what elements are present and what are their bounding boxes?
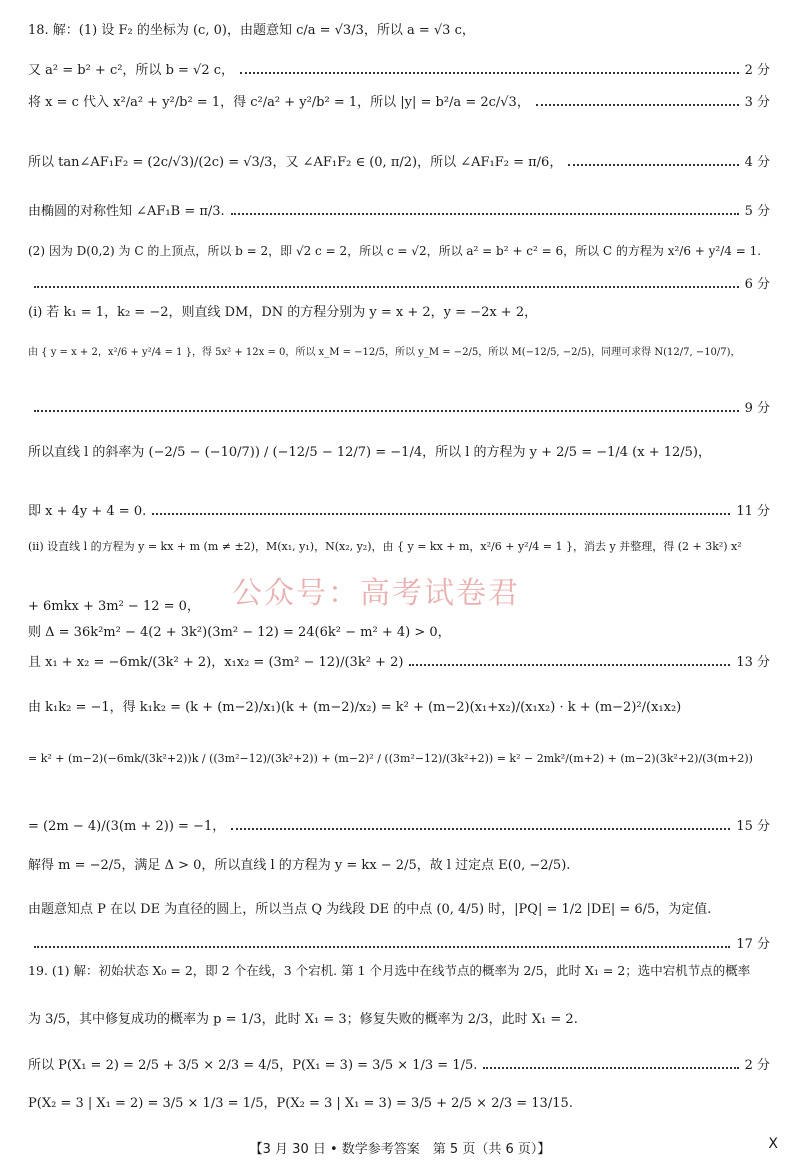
score-label: 11 分 [736, 504, 770, 519]
dotted-leader [240, 72, 739, 74]
line-text: 所以直线 l 的斜率为 (−2/5 − (−10/7)) / (−12/5 − 12/7) = −1/4，所以 l 的方程为 y + 2/5 = −1/4 (x + 12/5)， [28, 445, 712, 460]
line-text: (2) 因为 D(0,2) 为 C 的上顶点，所以 b = 2，即 √2 c = 2，所以 c = √2，所以 a² = b² + c² = 6，所以 C 的方程为 x²/6 + y²/4 = 1. [28, 244, 762, 258]
score-label: 2 分 [744, 63, 770, 78]
line-text: 由 { y = x + 2，x²/6 + y²/4 = 1 }，得 5x² + 12x = 0，所以 x_M = −12/5，所以 y_M = −2/5，所以 M(−12/5, −2/5)，同理可求得 N(12/7, −10/7)， [28, 347, 741, 358]
solution-line [28, 818, 770, 836]
score-label: 5 分 [744, 204, 770, 219]
line-text: + 6mkx + 3m² − 12 = 0， [28, 599, 200, 614]
line-text: 所以 tan∠AF₁F₂ = (2c/√3)/(2c) = √3/3，又 ∠AF₁F₂ ∈ (0, π/2)，所以 ∠AF₁F₂ = π/6， [28, 155, 563, 170]
solution-line [28, 22, 770, 40]
solution-line [28, 242, 770, 260]
score-label: 2 分 [744, 1058, 770, 1073]
line-text: 则 Δ = 36k²m² − 4(2 + 3k²)(3m² − 12) = 24(6k² − m² + 4) > 0， [28, 625, 451, 640]
page-footer: 【3 月 30 日 • 数学参考答案 第 5 页（共 6 页）】 [249, 1142, 551, 1157]
score-label: 6 分 [744, 277, 770, 292]
dotted-leader [34, 946, 730, 948]
line-text: 且 x₁ + x₂ = −6mk/(3k² + 2)，x₁x₂ = (3m² − 12)/(3k² + 2) [28, 655, 404, 670]
solution-line [28, 857, 770, 875]
line-text: 19. (1) 解：初始状态 X₀ = 2，即 2 个在线，3 个宕机. 第 1 个月选中在线节点的概率为 2/5，此时 X₁ = 2；选中宕机节点的概率 [28, 963, 751, 978]
line-text: 将 x = c 代入 x²/a² + y²/b² = 1，得 c²/a² + y²/b² = 1，所以 |y| = b²/a = 2c/√3， [28, 95, 530, 110]
line-text: 由椭圆的对称性知 ∠AF₁B = π/3. [28, 204, 225, 219]
line-text: 又 a² = b² + c²，所以 b = √2 c， [28, 63, 235, 78]
solution-line [28, 750, 770, 768]
solution-line [28, 444, 770, 462]
line-text: 由 k₁k₂ = −1，得 k₁k₂ = (k + (m−2)/x₁)(k + (m−2)/x₂) = k² + (m−2)(x₁+x₂)/(x₁x₂) · k + (m−2)²/(x₁x₂) [28, 700, 682, 715]
line-text: P(X₂ = 3 | X₁ = 2) = 3/5 × 1/3 = 1/5，P(X₂ = 3 | X₁ = 3) = 3/5 + 2/5 × 2/3 = 13/15. [28, 1096, 573, 1111]
solution-line [28, 94, 770, 112]
line-text: = k² + (m−2)(−6mk/(3k²+2))k / ((3m²−12)/(3k²+2)) + (m−2)² / ((3m²−12)/(3k²+2)) = k² − 2mk²/(m+2) + (m−2)(3k²+2)/(3(m+2)) [28, 752, 753, 765]
solution-line [28, 1095, 770, 1113]
line-text: 解得 m = −2/5，满足 Δ > 0，所以直线 l 的方程为 y = kx − 2/5，故 l 过定点 E(0, −2/5). [28, 858, 571, 873]
dotted-leader [409, 664, 730, 666]
score-label: 3 分 [744, 95, 770, 110]
line-text: 由题意知点 P 在以 DE 为直径的圆上，所以当点 Q 为线段 DE 的中点 (0, 4/5) 时，|PQ| = 1/2 |DE| = 6/5，为定值. [28, 902, 712, 917]
corner-mark: X [768, 1136, 778, 1152]
dotted-leader [483, 1067, 738, 1069]
line-text: 18. 解：(1) 设 F₂ 的坐标为 (c, 0)，由题意知 c/a = √3/3，所以 a = √3 c， [28, 23, 475, 38]
solution-line [28, 154, 770, 172]
score-label: 15 分 [736, 819, 770, 834]
dotted-leader [34, 410, 739, 412]
solution-line [28, 304, 770, 322]
dotted-leader [34, 286, 739, 288]
solution-line [28, 624, 770, 642]
dotted-leader [568, 164, 738, 166]
solution-line [28, 901, 770, 919]
line-text: 即 x + 4y + 4 = 0. [28, 504, 147, 519]
solution-line [28, 962, 770, 980]
dotted-leader [536, 104, 739, 106]
solution-line [28, 503, 770, 521]
solution-line [28, 1057, 770, 1075]
solution-line [28, 400, 770, 418]
watermark: 公众号：高考试卷君 [232, 576, 520, 611]
line-text: (ⅰ) 若 k₁ = 1，k₂ = −2，则直线 DM，DN 的方程分别为 y = x + 2，y = −2x + 2， [28, 305, 538, 320]
score-label: 9 分 [744, 401, 770, 416]
solution-line [28, 203, 770, 221]
score-label: 17 分 [736, 937, 770, 952]
solution-line [28, 344, 770, 362]
score-label: 13 分 [736, 655, 770, 670]
dotted-leader [152, 513, 730, 515]
solution-line [28, 538, 770, 556]
dotted-leader [231, 828, 730, 830]
solution-line [28, 276, 770, 294]
solution-line [28, 62, 770, 80]
solution-line [28, 699, 770, 717]
score-label: 4 分 [744, 155, 770, 170]
solution-line [28, 936, 770, 954]
dotted-leader [231, 213, 739, 215]
solution-line [28, 1011, 770, 1029]
line-text: (ⅱ) 设直线 l 的方程为 y = kx + m (m ≠ ±2)，M(x₁, y₁)，N(x₂, y₂)，由 { y = kx + m，x²/6 + y²/4 = 1 }，消去 y 并整理，得 (2 + 3k²) x² [28, 540, 742, 553]
line-text: 为 3/5，其中修复成功的概率为 p = 1/3，此时 X₁ = 3；修复失败的概率为 2/3，此时 X₁ = 2. [28, 1012, 578, 1027]
line-text: 所以 P(X₁ = 2) = 2/5 + 3/5 × 2/3 = 4/5，P(X₁ = 3) = 3/5 × 1/3 = 1/5. [28, 1058, 478, 1073]
solution-line [28, 654, 770, 672]
line-text: = (2m − 4)/(3(m + 2)) = −1， [28, 819, 226, 834]
